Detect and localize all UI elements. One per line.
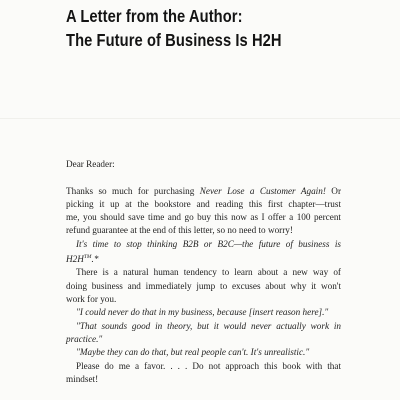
chapter-title	[66, 4, 343, 52]
paragraph-intro-line-3: me, you should save time and go buy this now as I offer a 100 percent	[66, 212, 341, 223]
paragraph-intro-line-2: picking it up at the bookstore and reading this first chapter—trust	[66, 198, 341, 209]
paragraph-tendency-line-2: doing business and immediately jump to excuses about why it won't	[66, 280, 341, 291]
paragraph-favor-line-1: Please do me a favor. . . . Do not approach this book with that	[76, 360, 341, 371]
h2h-text: H2H	[66, 254, 84, 265]
paragraph-tendency	[66, 266, 341, 306]
paragraph-intro-line-1	[66, 185, 341, 198]
intro-text-a: Thanks so much for purchasing	[66, 185, 200, 196]
quote-3-text: "Maybe they can do that, but real people can't. It's unrealistic."	[76, 347, 310, 358]
trademark-mark: TM	[83, 254, 92, 261]
intro-text-b: Or	[325, 185, 342, 196]
paragraph-favor	[66, 360, 341, 387]
quote-2-line-2: practice."	[66, 333, 103, 344]
paragraph-intro-line-4: refund guarantee at the end of this letter, so no need to worry!	[66, 225, 293, 236]
quote-2	[66, 320, 341, 347]
page-divider	[0, 118, 400, 119]
paragraph-h2h	[66, 238, 341, 267]
paragraph-tendency-line-1: There is a natural human tendency to learn about a new way of	[76, 267, 341, 278]
paragraph-intro	[66, 185, 341, 238]
quote-3	[66, 346, 341, 359]
chapter-title-line-2: The Future of Business Is H2H	[66, 30, 282, 50]
paragraph-h2h-line-2	[66, 251, 341, 266]
paragraph-tendency-line-3: work for you.	[66, 294, 117, 305]
paragraph-h2h-line-1: It's time to stop thinking B2B or B2C—the future of business is	[76, 238, 341, 249]
letter-body	[66, 158, 341, 386]
h2h-footnote-mark: .*	[91, 254, 99, 265]
quote-2-line-1: "That sounds good in theory, but it would never actually work in	[76, 320, 341, 331]
paragraph-favor-line-2: mindset!	[66, 373, 99, 384]
chapter-title-line-1: A Letter from the Author:	[66, 6, 243, 26]
quote-1	[66, 306, 341, 319]
book-title: Never Lose a Customer Again!	[199, 185, 326, 196]
salutation: Dear Reader:	[66, 159, 115, 169]
quote-1-text: "I could never do that in my business, because [insert reason here]."	[76, 307, 329, 318]
